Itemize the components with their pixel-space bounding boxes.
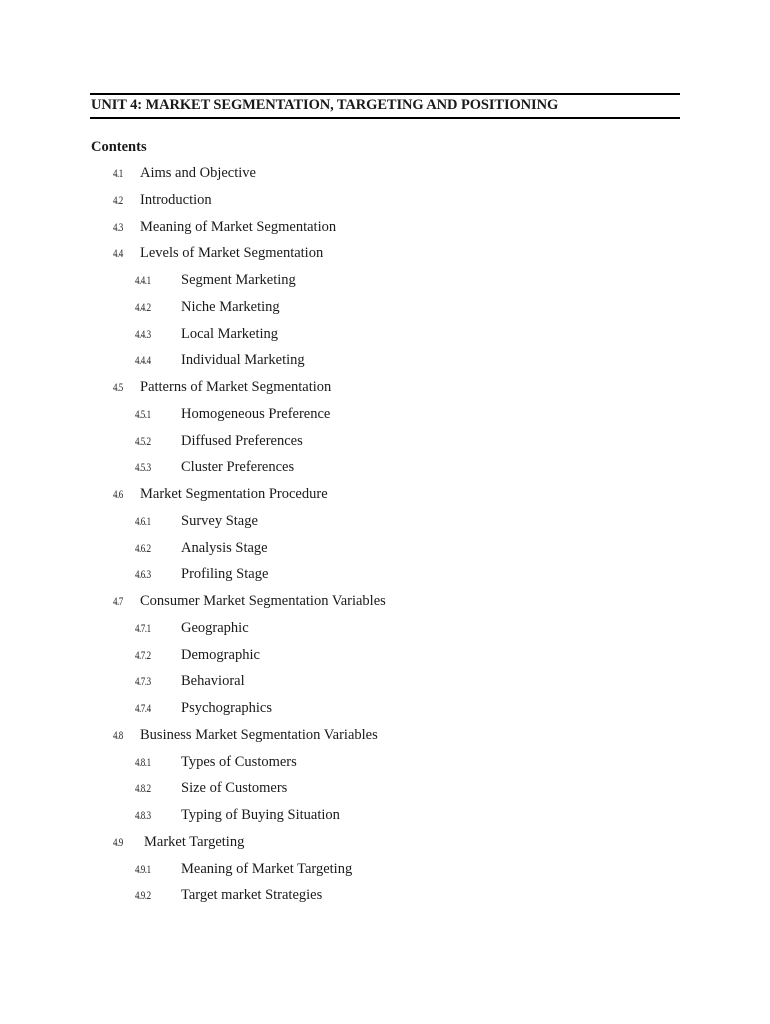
toc-entry-number: 4.2 xyxy=(113,194,123,207)
toc-entry-label: Aims and Objective xyxy=(140,165,256,181)
toc-entry-number: 4.9 xyxy=(113,836,123,849)
toc-entry-number: 4.5.2 xyxy=(135,435,151,448)
toc-entry-label: Demographic xyxy=(181,646,260,663)
toc-entry-label: Individual Marketing xyxy=(181,352,305,369)
contents-heading: Contents xyxy=(91,139,147,155)
toc-entry-label: Consumer Market Segmentation Variables xyxy=(140,593,386,609)
toc-entry-number: 4.4.3 xyxy=(135,328,151,341)
toc-entry-number: 4.7 xyxy=(113,596,123,608)
toc-entry-number: 4.3 xyxy=(113,221,123,234)
toc-entry-number: 4.4 xyxy=(113,248,123,261)
toc-entry-number: 4.9.2 xyxy=(135,890,151,903)
toc-entry-number: 4.8.1 xyxy=(135,756,151,769)
toc-entry-label: Profiling Stage xyxy=(181,566,269,583)
toc-entry-label: Niche Marketing xyxy=(181,298,280,315)
toc-entry-label: Analysis Stage xyxy=(181,539,268,556)
unit-title-box xyxy=(90,93,680,119)
toc-entry-number: 4.5.3 xyxy=(135,462,151,475)
toc-entry-number: 4.7.4 xyxy=(135,703,151,715)
toc-entry-label: Cluster Preferences xyxy=(181,459,295,476)
toc-entry-number: 4.7.2 xyxy=(135,649,151,662)
toc-entry-number: 4.4.4 xyxy=(135,355,151,368)
toc-entry-label: Homogeneous Preference xyxy=(181,405,331,422)
toc-entry-label: Segment Marketing xyxy=(181,272,296,288)
toc-entry-number: 4.9.1 xyxy=(135,863,151,876)
toc-entry-label: Local Marketing xyxy=(181,325,279,342)
toc-entry-label: Diffused Preferences xyxy=(181,432,303,449)
toc-entry-number: 4.5 xyxy=(113,382,123,394)
toc-entry-number: 4.1 xyxy=(113,168,123,180)
toc-entry-label: Types of Customers xyxy=(181,753,297,770)
toc-entry-label: Survey Stage xyxy=(181,512,258,529)
toc-entry-number: 4.7.3 xyxy=(135,676,151,689)
toc-entry-label: Meaning of Market Segmentation xyxy=(140,218,337,235)
toc-entry-label: Geographic xyxy=(181,619,249,636)
toc-entry-label: Psychographics xyxy=(181,700,273,716)
toc-entry-number: 4.6 xyxy=(113,489,123,501)
toc-entry-number: 4.5.1 xyxy=(135,408,151,421)
toc-entry-number: 4.4.2 xyxy=(135,301,151,314)
unit-title: UNIT 4: MARKET SEGMENTATION, TARGETING AND POSITIONING xyxy=(91,97,559,113)
toc-entry-label: Market Targeting xyxy=(144,833,245,850)
toc-entry-label: Patterns of Market Segmentation xyxy=(140,379,332,395)
toc-entry-number: 4.6.2 xyxy=(135,542,151,555)
toc-entry-number: 4.8.2 xyxy=(135,783,151,796)
toc-entry-number: 4.4.1 xyxy=(135,275,151,287)
toc-entry-number: 4.7.1 xyxy=(135,622,151,635)
toc-entry-label: Size of Customers xyxy=(181,780,288,797)
toc-entry-number: 4.6.1 xyxy=(135,515,151,528)
toc-entry-number: 4.6.3 xyxy=(135,569,151,582)
toc-entry-number: 4.8 xyxy=(113,729,123,742)
toc-entry-label: Levels of Market Segmentation xyxy=(140,245,324,262)
toc-entry-label: Business Market Segmentation Variables xyxy=(140,726,378,743)
toc-entry-label: Introduction xyxy=(140,191,212,208)
toc-entry-label: Market Segmentation Procedure xyxy=(140,486,328,502)
toc-entry-label: Behavioral xyxy=(181,673,245,690)
toc-entry-label: Target market Strategies xyxy=(181,887,323,904)
toc-entry-label: Typing of Buying Situation xyxy=(181,807,340,823)
toc-entry-label: Meaning of Market Targeting xyxy=(181,860,353,877)
toc-entry-number: 4.8.3 xyxy=(135,810,151,822)
